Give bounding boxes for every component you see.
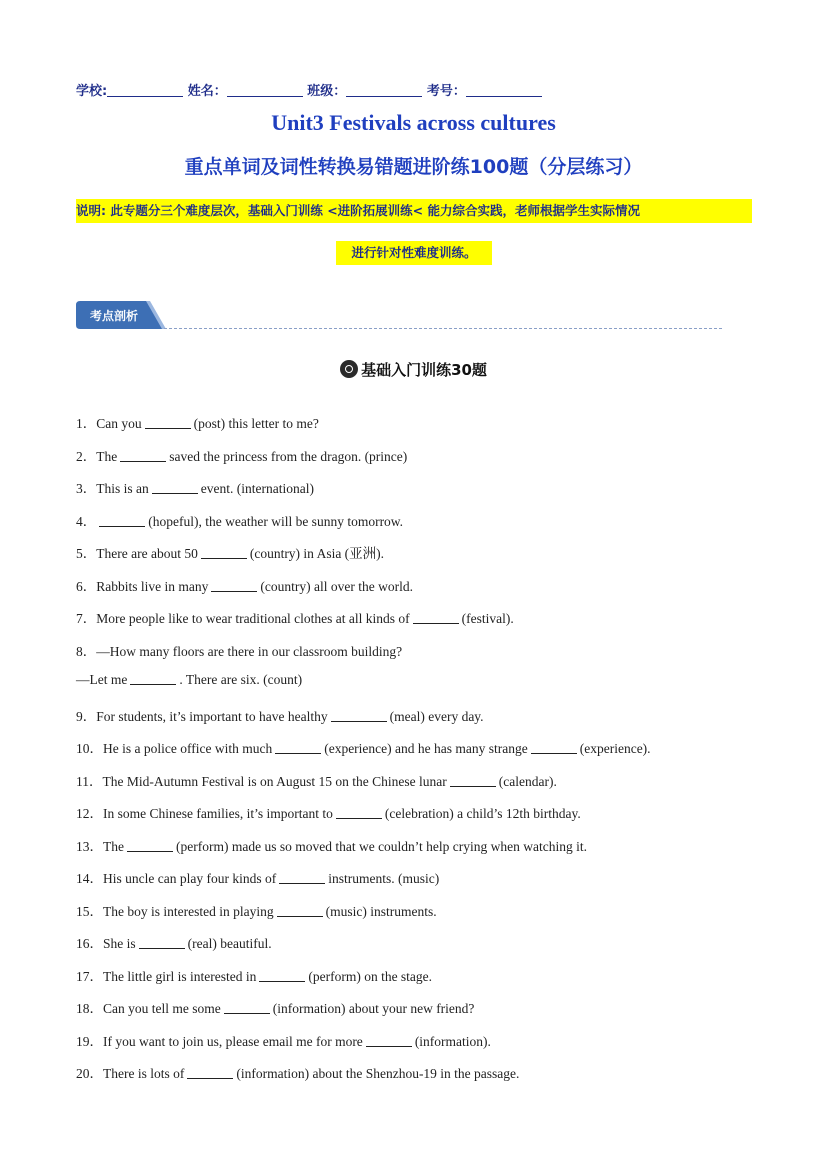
answer-blank[interactable] bbox=[224, 1001, 270, 1014]
answer-blank[interactable] bbox=[145, 416, 191, 429]
answer-blank[interactable] bbox=[413, 611, 459, 624]
dashed-divider bbox=[164, 328, 722, 329]
answer-blank[interactable] bbox=[130, 672, 176, 685]
question-18: 18．Can you tell me some (information) about your new friend? bbox=[76, 1001, 475, 1016]
question-16: 16．She is (real) beautiful. bbox=[76, 936, 272, 951]
answer-blank[interactable] bbox=[211, 579, 257, 592]
question-8-response: —Let me . There are six. (count) bbox=[76, 672, 303, 687]
question-11: 11．The Mid-Autumn Festival is on August 15 on the Chinese lunar (calendar). bbox=[76, 774, 557, 789]
question-5: 5．There are about 50 (country) in Asia (亚洲). bbox=[76, 546, 385, 561]
name-label: 姓名： bbox=[187, 84, 227, 99]
tab-label: 考点剖析 bbox=[90, 309, 139, 323]
answer-blank[interactable] bbox=[187, 1066, 233, 1079]
section-title: 基础入门训练30题 bbox=[361, 361, 487, 379]
answer-blank[interactable] bbox=[531, 741, 577, 754]
answer-blank[interactable] bbox=[152, 481, 198, 494]
section-tab bbox=[76, 301, 164, 329]
answer-blank[interactable] bbox=[336, 806, 382, 819]
question-6: 6．Rabbits live in many (country) all over the world. bbox=[76, 579, 413, 594]
question-20: 20．There is lots of (information) about the Shenzhou-19 in the passage. bbox=[76, 1066, 520, 1081]
student-info-line bbox=[76, 80, 542, 99]
class-label: 班级： bbox=[307, 84, 347, 99]
school-blank[interactable] bbox=[107, 84, 183, 97]
question-13: 13．The (perform) made us so moved that we couldn’t help crying when watching it. bbox=[76, 839, 588, 854]
question-15: 15．The boy is interested in playing (music) instruments. bbox=[76, 904, 437, 919]
section-bullet-icon bbox=[340, 360, 358, 378]
section-heading bbox=[0, 359, 827, 380]
question-9: 9．For students, it’s important to have healthy (meal) every day. bbox=[76, 709, 484, 724]
answer-blank[interactable] bbox=[201, 546, 247, 559]
question-8: 8．—How many floors are there in our classroom building? bbox=[76, 644, 403, 659]
answer-blank[interactable] bbox=[127, 839, 173, 852]
answer-blank[interactable] bbox=[450, 774, 496, 787]
exam-no-blank[interactable] bbox=[466, 84, 542, 97]
answer-blank[interactable] bbox=[331, 709, 387, 722]
name-blank[interactable] bbox=[227, 84, 303, 97]
answer-blank[interactable] bbox=[279, 871, 325, 884]
question-10: 10．He is a police office with much (experience) and he has many strange (experience). bbox=[76, 741, 651, 756]
question-3: 3．This is an event. (international) bbox=[76, 481, 314, 496]
answer-blank[interactable] bbox=[275, 741, 321, 754]
answer-blank[interactable] bbox=[277, 904, 323, 917]
question-2: 2．The saved the princess from the dragon. (prince) bbox=[76, 449, 408, 464]
title-chinese: 重点单词及词性转换易错题进阶练100题（分层练习） bbox=[184, 156, 643, 178]
title-english: Unit3 Festivals across cultures bbox=[271, 110, 556, 135]
answer-blank[interactable] bbox=[139, 936, 185, 949]
answer-blank[interactable] bbox=[120, 449, 166, 462]
instruction-note-line2: 进行针对性难度训练。 bbox=[336, 241, 492, 265]
exam-no-label: 考号： bbox=[426, 84, 466, 99]
answer-blank[interactable] bbox=[259, 969, 305, 982]
question-1: 1．Can you (post) this letter to me? bbox=[76, 416, 319, 431]
question-7: 7．More people like to wear traditional clothes at all kinds of (festival). bbox=[76, 611, 514, 626]
answer-blank[interactable] bbox=[366, 1034, 412, 1047]
question-14: 14．His uncle can play four kinds of instruments. (music) bbox=[76, 871, 440, 886]
class-blank[interactable] bbox=[346, 84, 422, 97]
question-12: 12．In some Chinese families, it’s important to (celebration) a child’s 12th birthday. bbox=[76, 806, 581, 821]
school-label: 学校: bbox=[76, 84, 108, 99]
question-19: 19．If you want to join us, please email me for more (information). bbox=[76, 1034, 491, 1049]
question-4: 4． (hopeful), the weather will be sunny tomorrow. bbox=[76, 514, 404, 529]
instruction-note-line1: 说明: 此专题分三个难度层次，基础入门训练 <进阶拓展训练< 能力综合实践，老师根据学生实际情况 bbox=[76, 199, 752, 223]
question-17: 17．The little girl is interested in (perform) on the stage. bbox=[76, 969, 433, 984]
answer-blank[interactable] bbox=[99, 514, 145, 527]
